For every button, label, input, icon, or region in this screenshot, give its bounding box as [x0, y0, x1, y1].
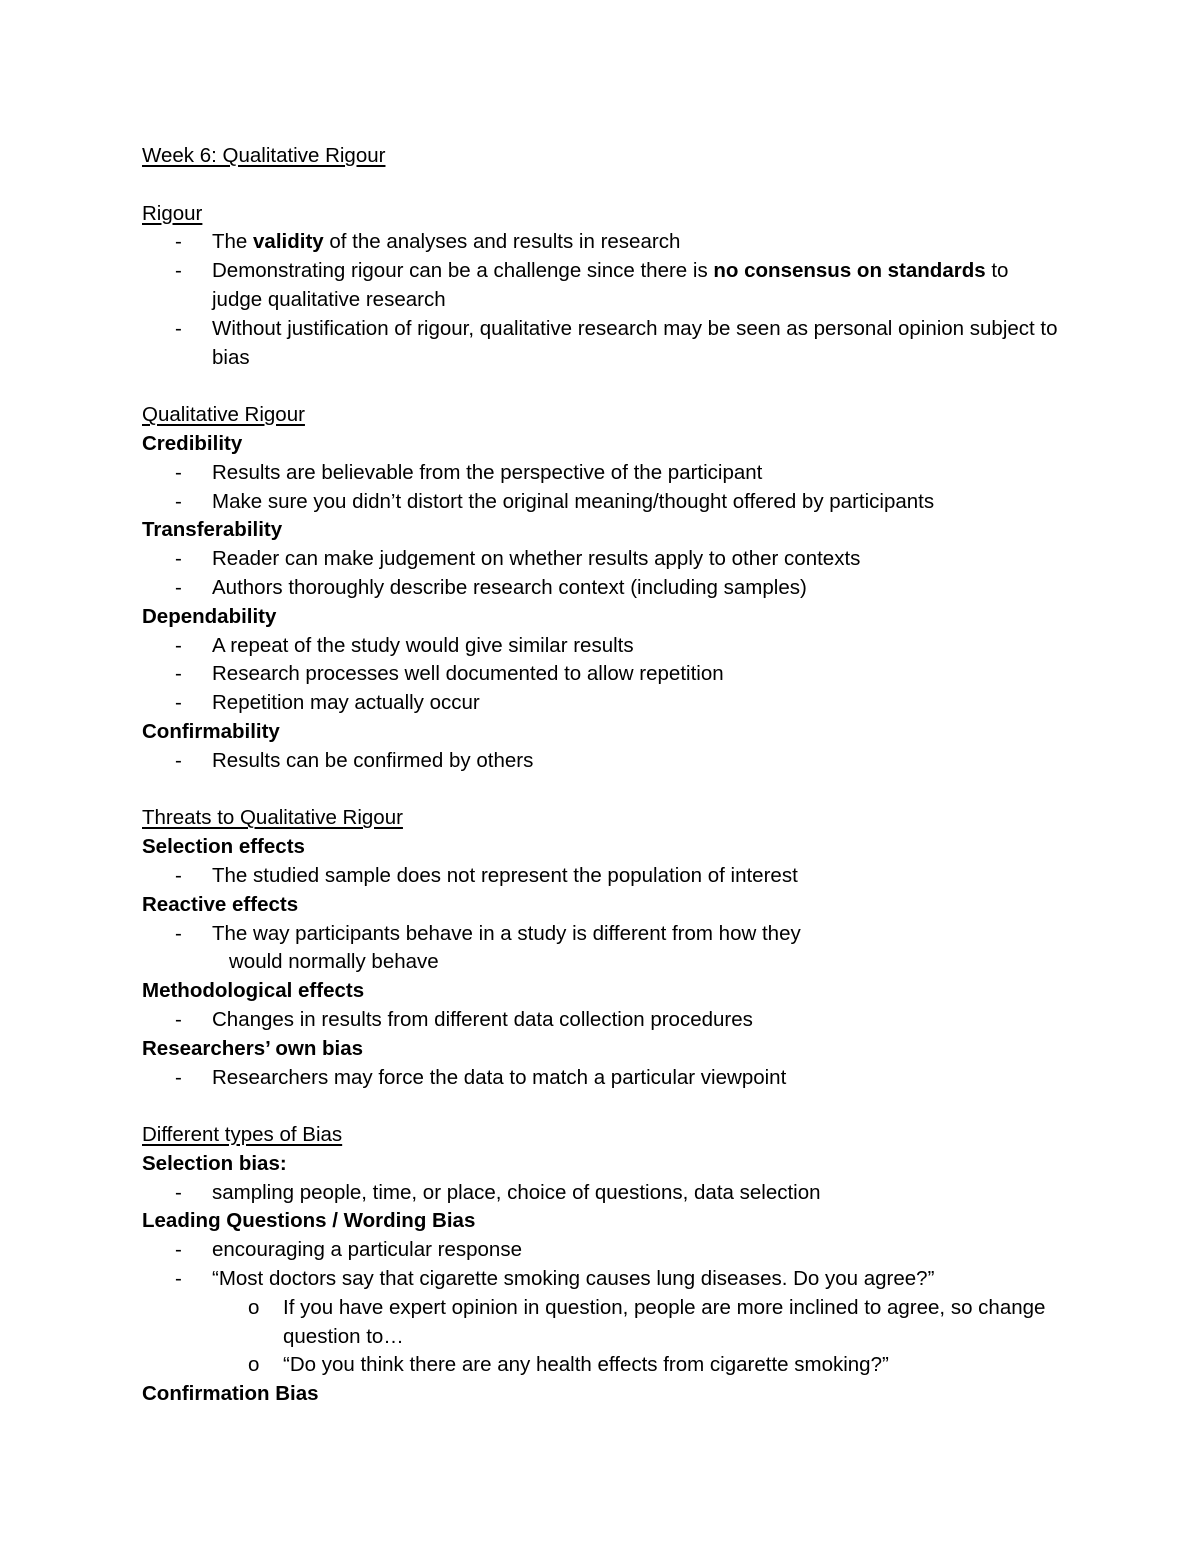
group-list	[142, 747, 1062, 776]
page-title: Week 6: Qualitative Rigour	[142, 144, 386, 167]
section-rigour-heading: Rigour	[142, 201, 203, 225]
selection-bias-label: Selection bias:	[142, 1151, 287, 1175]
spacer	[142, 372, 1062, 401]
group-list	[142, 632, 1062, 718]
list-item: - Without justification of rigour, qualitative research may be seen as personal opinion subject to bias	[142, 315, 1062, 373]
group-label: Confirmability	[142, 719, 280, 743]
group-list	[142, 1006, 1062, 1035]
group-list	[142, 545, 1062, 603]
document-page	[142, 142, 1062, 1409]
group-label: Credibility	[142, 431, 243, 455]
rigour-list	[142, 228, 1062, 372]
list-item: - “Most doctors say that cigarette smoking causes lung diseases. Do you agree?”	[142, 1265, 1062, 1294]
list-item: - Repetition may actually occur	[142, 689, 1062, 718]
spacer	[142, 171, 1062, 200]
group-label: Dependability	[142, 604, 277, 628]
list-item: - Make sure you didn’t distort the original meaning/thought offered by participants	[142, 488, 1062, 517]
list-item: - Research processes well documented to allow repetition	[142, 660, 1062, 689]
group-list	[142, 862, 1062, 891]
sub-list-item: o If you have expert opinion in question, people are more inclined to agree, so change question to…	[142, 1294, 1062, 1352]
group-label: Transferability	[142, 518, 283, 542]
section-qualitative-rigour-heading: Qualitative Rigour	[142, 403, 305, 427]
spacer	[142, 776, 1062, 805]
list-item: - sampling people, time, or place, choice of questions, data selection	[142, 1179, 1062, 1208]
leading-questions-list	[142, 1236, 1062, 1294]
list-item: - Changes in results from different data collection procedures	[142, 1006, 1062, 1035]
leading-questions-label: Leading Questions / Wording Bias	[142, 1209, 476, 1233]
list-item: - Demonstrating rigour can be a challenge since there is no consensus on standards to judge qualitative research	[142, 257, 1062, 315]
list-item: - Researchers may force the data to match a particular viewpoint	[142, 1064, 1062, 1093]
group-label: Researchers’ own bias	[142, 1036, 364, 1060]
list-item: - Reader can make judgement on whether results apply to other contexts	[142, 545, 1062, 574]
group-list	[142, 1064, 1062, 1093]
list-item: - The studied sample does not represent the population of interest	[142, 862, 1062, 891]
section-bias-heading: Different types of Bias	[142, 1123, 343, 1147]
spacer	[142, 1092, 1062, 1121]
group-label: Methodological effects	[142, 979, 365, 1003]
list-item-continuation: would normally behave	[229, 950, 439, 974]
selection-bias-list	[142, 1179, 1062, 1208]
sub-list-item: o “Do you think there are any health effects from cigarette smoking?”	[142, 1351, 1062, 1380]
leading-questions-sublist	[142, 1294, 1062, 1380]
list-item: - Results are believable from the perspective of the participant	[142, 459, 1062, 488]
list-item: - The validity of the analyses and results in research	[142, 228, 1062, 257]
list-item: - encouraging a particular response	[142, 1236, 1062, 1265]
group-list	[142, 459, 1062, 517]
confirmation-bias-label: Confirmation Bias	[142, 1382, 319, 1406]
list-item: - The way participants behave in a study is different from how they	[142, 920, 1062, 949]
list-item: - Results can be confirmed by others	[142, 747, 1062, 776]
list-item: - A repeat of the study would give similar results	[142, 632, 1062, 661]
section-threats-heading: Threats to Qualitative Rigour	[142, 806, 403, 830]
qualitative-rigour-groups	[142, 430, 1062, 776]
list-item: - Authors thoroughly describe research context (including samples)	[142, 574, 1062, 603]
group-label: Reactive effects	[142, 892, 299, 916]
group-list	[142, 920, 1062, 978]
threats-groups	[142, 833, 1062, 1092]
group-label: Selection effects	[142, 835, 305, 859]
